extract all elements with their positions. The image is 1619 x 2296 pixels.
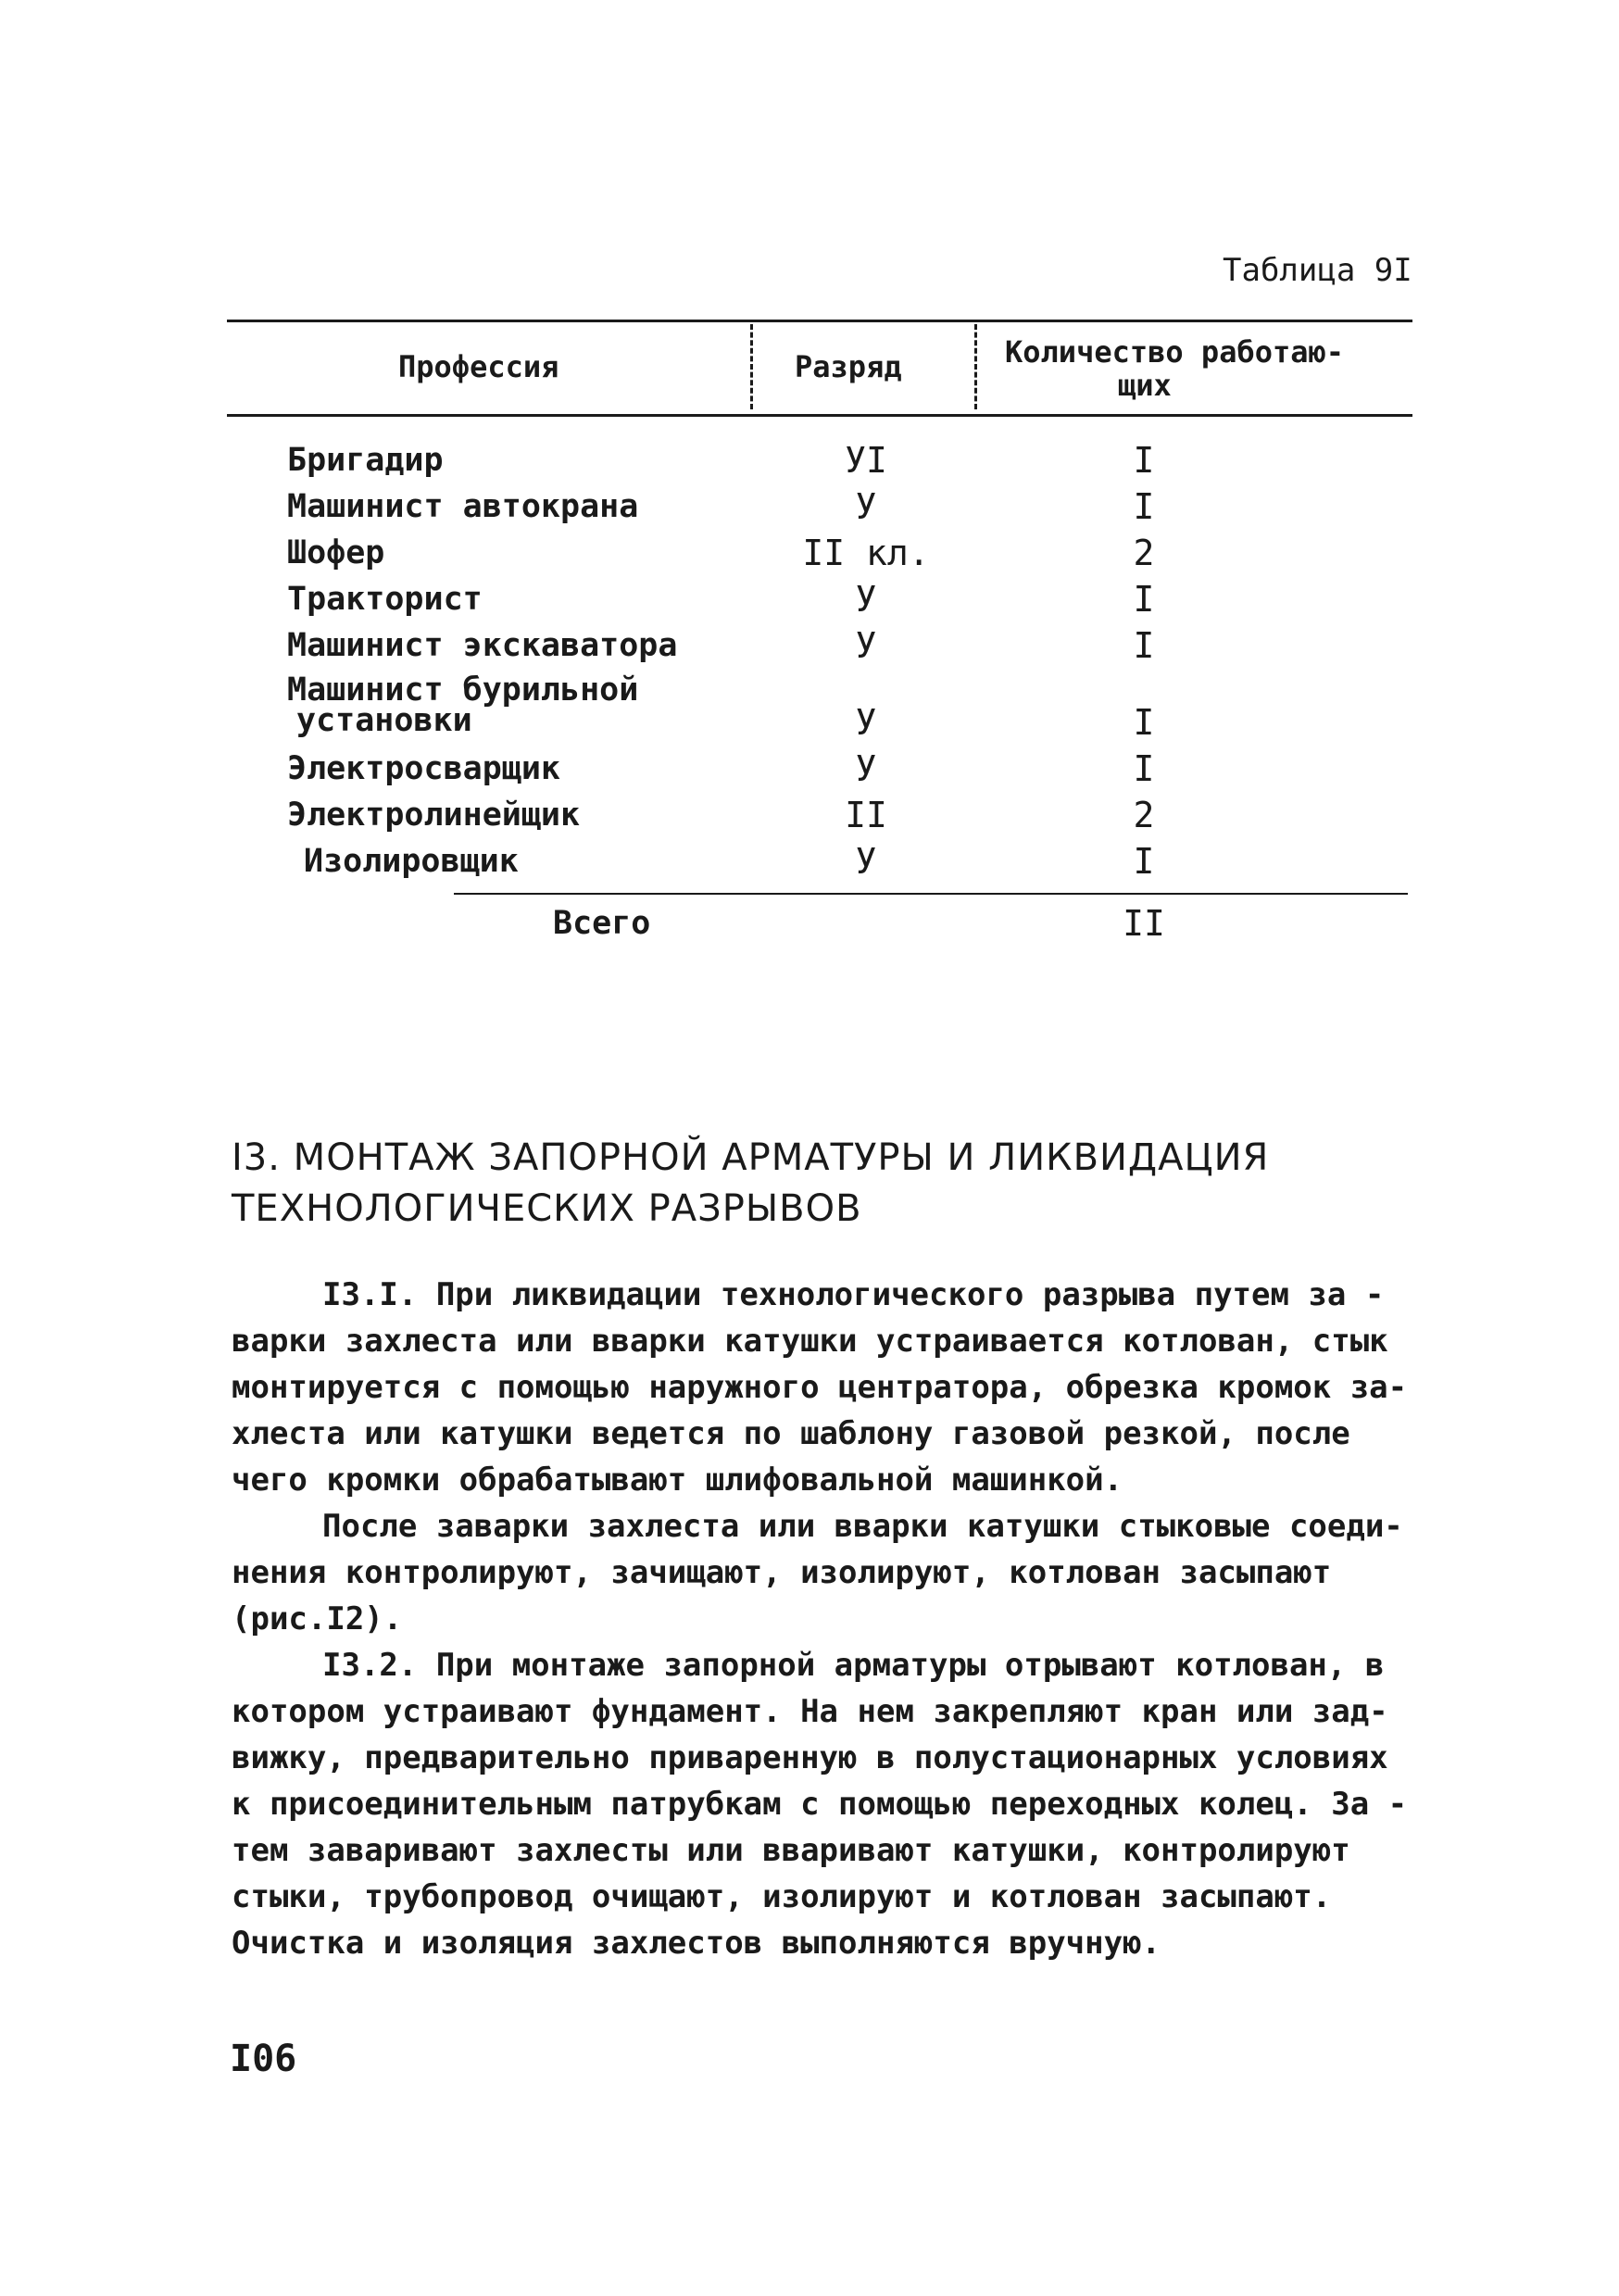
row-count: I [1133, 748, 1155, 789]
row-profession: Электролинейщик [287, 797, 581, 834]
row-grade: У [855, 625, 877, 666]
table-top-rule [227, 320, 1412, 322]
row-count: I [1133, 625, 1155, 666]
row-grade: УI [845, 440, 887, 481]
header-separator-1 [750, 324, 753, 409]
table-caption: Таблица 9I [1223, 252, 1412, 289]
row-profession: Машинист экскаватора [287, 627, 678, 664]
row-profession: Шофер [287, 534, 385, 571]
row-grade: II [845, 795, 887, 835]
header-separator-2 [974, 324, 977, 409]
row-grade: У [855, 486, 877, 527]
section-heading-line2: ТЕХНОЛОГИЧЕСКИХ РАЗРЫВОВ [232, 1187, 862, 1230]
total-label: Всего [553, 905, 651, 942]
text-line: варки захлеста или вварки катушки устраивается котлован, стык [232, 1323, 1388, 1360]
text-line: стыки, трубопровод очищают, изолируют и котлован засыпают. [232, 1878, 1332, 1915]
row-profession: Тракторист [287, 581, 483, 618]
text-line: тем заваривают захлесты или вваривают катушки, контролируют [232, 1832, 1350, 1869]
row-grade: У [855, 748, 877, 789]
text-line: котором устраивают фундамент. На нем закрепляют кран или зад- [232, 1693, 1388, 1730]
text-line: хлеста или катушки ведется по шаблону газовой резкой, после [232, 1415, 1350, 1452]
header-grade: Разряд [795, 349, 902, 384]
table-total-rule [454, 893, 1408, 895]
row-profession: Изолировщик [304, 843, 519, 880]
page-number: I06 [230, 2038, 297, 2080]
row-count: I [1133, 579, 1155, 620]
text-line: (рис.I2). [232, 1600, 403, 1637]
text-line: Очистка и изоляция захлестов выполняются вручную. [232, 1925, 1161, 1962]
row-profession-line2: установки [296, 702, 472, 739]
row-count: I [1133, 440, 1155, 481]
row-count: 2 [1133, 795, 1155, 835]
text-line: к присоединительным патрубкам с помощью переходных колец. За - [232, 1786, 1408, 1823]
row-count: I [1133, 486, 1155, 527]
row-profession: Бригадир [287, 442, 444, 479]
row-grade: II кл. [802, 533, 930, 573]
row-count: 2 [1133, 533, 1155, 573]
text-line: После заварки захлеста или вварки катушки стыковые соеди- [322, 1508, 1403, 1545]
text-line: I3.2. При монтаже запорной арматуры отрывают котлован, в [322, 1647, 1385, 1684]
text-line: нения контролируют, зачищают, изолируют, котлован засыпают [232, 1554, 1332, 1591]
text-line: монтируется с помощью наружного центратора, обрезка кромок за- [232, 1369, 1408, 1406]
row-grade: У [855, 702, 877, 743]
header-profession: Профессия [398, 349, 559, 384]
row-count: I [1133, 841, 1155, 882]
section-heading-line1: I3. МОНТАЖ ЗАПОРНОЙ АРМАТУРЫ И ЛИКВИДАЦИЯ [232, 1136, 1270, 1179]
row-profession: Машинист автокрана [287, 488, 639, 525]
row-grade: У [855, 841, 877, 882]
row-profession: Машинист бурильной [287, 671, 639, 709]
row-count: I [1133, 702, 1155, 743]
table-header-rule [227, 414, 1412, 417]
row-profession: Электросварщик [287, 750, 561, 787]
text-line: чего кромки обрабатывают шлифовальной машинкой. [232, 1462, 1123, 1499]
row-grade: У [855, 579, 877, 620]
total-value: II [1123, 903, 1165, 944]
text-line: вижку, предварительно приваренную в полустационарных условиях [232, 1739, 1388, 1776]
header-count-line2: щих [1118, 368, 1172, 403]
text-line: I3.I. При ликвидации технологического разрыва путем за - [322, 1276, 1385, 1313]
header-count-line1: Количество работаю- [1005, 334, 1345, 370]
